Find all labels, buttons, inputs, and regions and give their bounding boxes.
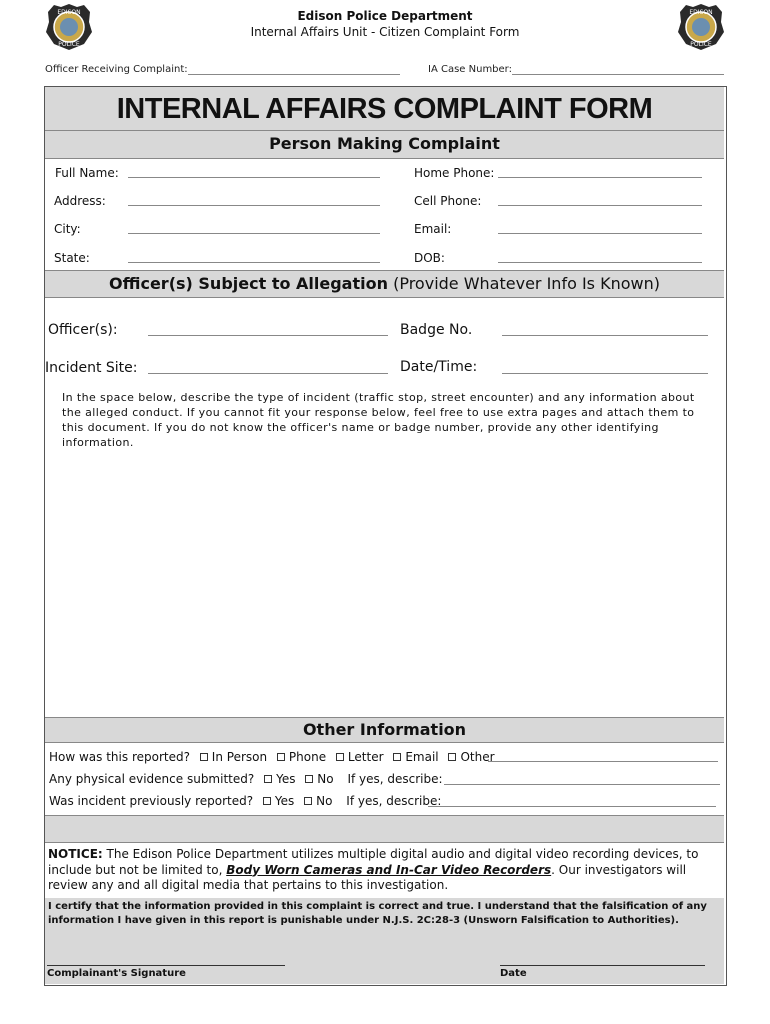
cell-phone-label: Cell Phone: xyxy=(414,194,482,208)
officers-label: Officer(s): xyxy=(48,322,118,338)
letter-label: Letter xyxy=(347,750,384,764)
in-person-label: In Person xyxy=(211,750,268,764)
officer-receiving-field[interactable] xyxy=(188,74,400,75)
email-label: Email: xyxy=(414,222,452,236)
date-field[interactable] xyxy=(500,965,705,966)
dob-field[interactable] xyxy=(498,262,702,263)
form-title: INTERNAL AFFAIRS COMPLAINT FORM xyxy=(116,93,653,125)
signature-field[interactable] xyxy=(47,965,285,966)
phone-checkbox[interactable] xyxy=(277,753,285,761)
officer-section-title-note: (Provide Whatever Info Is Known) xyxy=(393,274,660,293)
evidence-describe-field[interactable] xyxy=(444,784,720,785)
incident-description-area[interactable] xyxy=(50,440,718,712)
divider xyxy=(45,815,724,816)
divider xyxy=(45,297,724,298)
dob-label: DOB: xyxy=(414,251,445,265)
evidence-no-label: No xyxy=(317,772,334,786)
reported-question: How was this reported? xyxy=(49,750,190,764)
previous-no-label: No xyxy=(316,794,333,808)
notice-label: NOTICE: xyxy=(48,847,103,861)
divider xyxy=(45,842,724,843)
other-checkbox[interactable] xyxy=(448,753,456,761)
evidence-yes-label: Yes xyxy=(276,772,296,786)
previous-no-checkbox[interactable] xyxy=(304,797,312,805)
person-section-title: Person Making Complaint xyxy=(269,134,500,153)
svg-text:POLICE: POLICE xyxy=(58,41,80,48)
ia-case-field[interactable] xyxy=(512,74,724,75)
other-label: Other xyxy=(460,750,495,764)
signature-label: Complainant's Signature xyxy=(47,968,186,979)
email-option-label: Email xyxy=(405,750,439,764)
notice-paragraph xyxy=(48,847,713,894)
home-phone-field[interactable] xyxy=(498,177,702,178)
incident-site-field[interactable] xyxy=(148,373,388,374)
evidence-row xyxy=(49,772,443,786)
reported-row xyxy=(49,750,495,764)
other-section-title: Other Information xyxy=(302,720,467,739)
state-label: State: xyxy=(54,251,90,265)
other-field[interactable] xyxy=(488,761,718,762)
city-field[interactable] xyxy=(128,233,380,234)
in-person-checkbox[interactable] xyxy=(200,753,208,761)
incident-site-label: Incident Site: xyxy=(45,360,138,376)
full-name-field[interactable] xyxy=(128,177,380,178)
phone-label: Phone xyxy=(288,750,327,764)
department-title: Edison Police Department xyxy=(297,9,473,23)
divider xyxy=(45,158,724,159)
previous-row xyxy=(49,794,441,808)
officers-field[interactable] xyxy=(148,335,388,336)
unit-subtitle: Internal Affairs Unit - Citizen Complaint Form xyxy=(250,25,520,39)
date-label: Date xyxy=(500,968,527,979)
previous-yes-checkbox[interactable] xyxy=(263,797,271,805)
notice-text: The Edison Police Department utilizes multiple digital audio and digital video recording devices, to include but not be limited to, xyxy=(48,847,699,877)
previous-describe-field[interactable] xyxy=(428,806,716,807)
blank-band xyxy=(45,815,724,842)
address-label: Address: xyxy=(54,194,106,208)
incident-instructions: In the space below, describe the type of incident (traffic stop, street encounter) and any information about the alleged conduct. If you cannot fit your response below, feel free to use extra pages and attach them to this document. If you do not know the officer's name or badge number, provide any other identifying information. xyxy=(62,391,695,449)
notice-devices-text: Body Worn Cameras and In-Car Video Recorders xyxy=(226,862,552,877)
ia-case-label: IA Case Number: xyxy=(428,64,512,75)
evidence-yes-checkbox[interactable] xyxy=(264,775,272,783)
evidence-no-checkbox[interactable] xyxy=(305,775,313,783)
letter-checkbox[interactable] xyxy=(336,753,344,761)
address-field[interactable] xyxy=(128,205,380,206)
officer-section-title xyxy=(45,274,724,293)
divider xyxy=(45,717,724,718)
date-time-label: Date/Time: xyxy=(400,359,478,375)
state-field[interactable] xyxy=(128,262,380,263)
divider xyxy=(45,270,724,271)
officer-receiving-label: Officer Receiving Complaint: xyxy=(45,64,188,75)
svg-text:EDISON: EDISON xyxy=(57,9,81,16)
badge-no-field[interactable] xyxy=(502,335,708,336)
evidence-question: Any physical evidence submitted? xyxy=(49,772,255,786)
svg-text:EDISON: EDISON xyxy=(689,9,713,16)
date-time-field[interactable] xyxy=(502,373,708,374)
previous-yes-label: Yes xyxy=(274,794,295,808)
certify-text: I certify that the information provided in this complaint is correct and true. I understand that the falsification of any information I have given in this report is punishable under N.J.S. 2C:28-3 (Unsworn Falsification to Authorities). xyxy=(48,901,707,926)
email-field[interactable] xyxy=(498,233,702,234)
city-label: City: xyxy=(54,222,81,236)
notice-text-end: . Our investigators will review any and all digital media that pertains to this investigation. xyxy=(48,862,687,892)
cell-phone-field[interactable] xyxy=(498,205,702,206)
divider xyxy=(45,130,724,131)
evidence-describe-label: If yes, describe: xyxy=(347,772,443,786)
email-checkbox[interactable] xyxy=(393,753,401,761)
full-name-label: Full Name: xyxy=(55,166,119,180)
svg-text:POLICE: POLICE xyxy=(690,41,712,48)
previous-describe-label: If yes, describe: xyxy=(346,794,442,808)
officer-section-title-bold: Officer(s) Subject to Allegation xyxy=(109,274,388,293)
previous-question: Was incident previously reported? xyxy=(49,794,254,808)
home-phone-label: Home Phone: xyxy=(414,166,495,180)
badge-no-label: Badge No. xyxy=(400,322,473,338)
divider xyxy=(45,742,724,743)
